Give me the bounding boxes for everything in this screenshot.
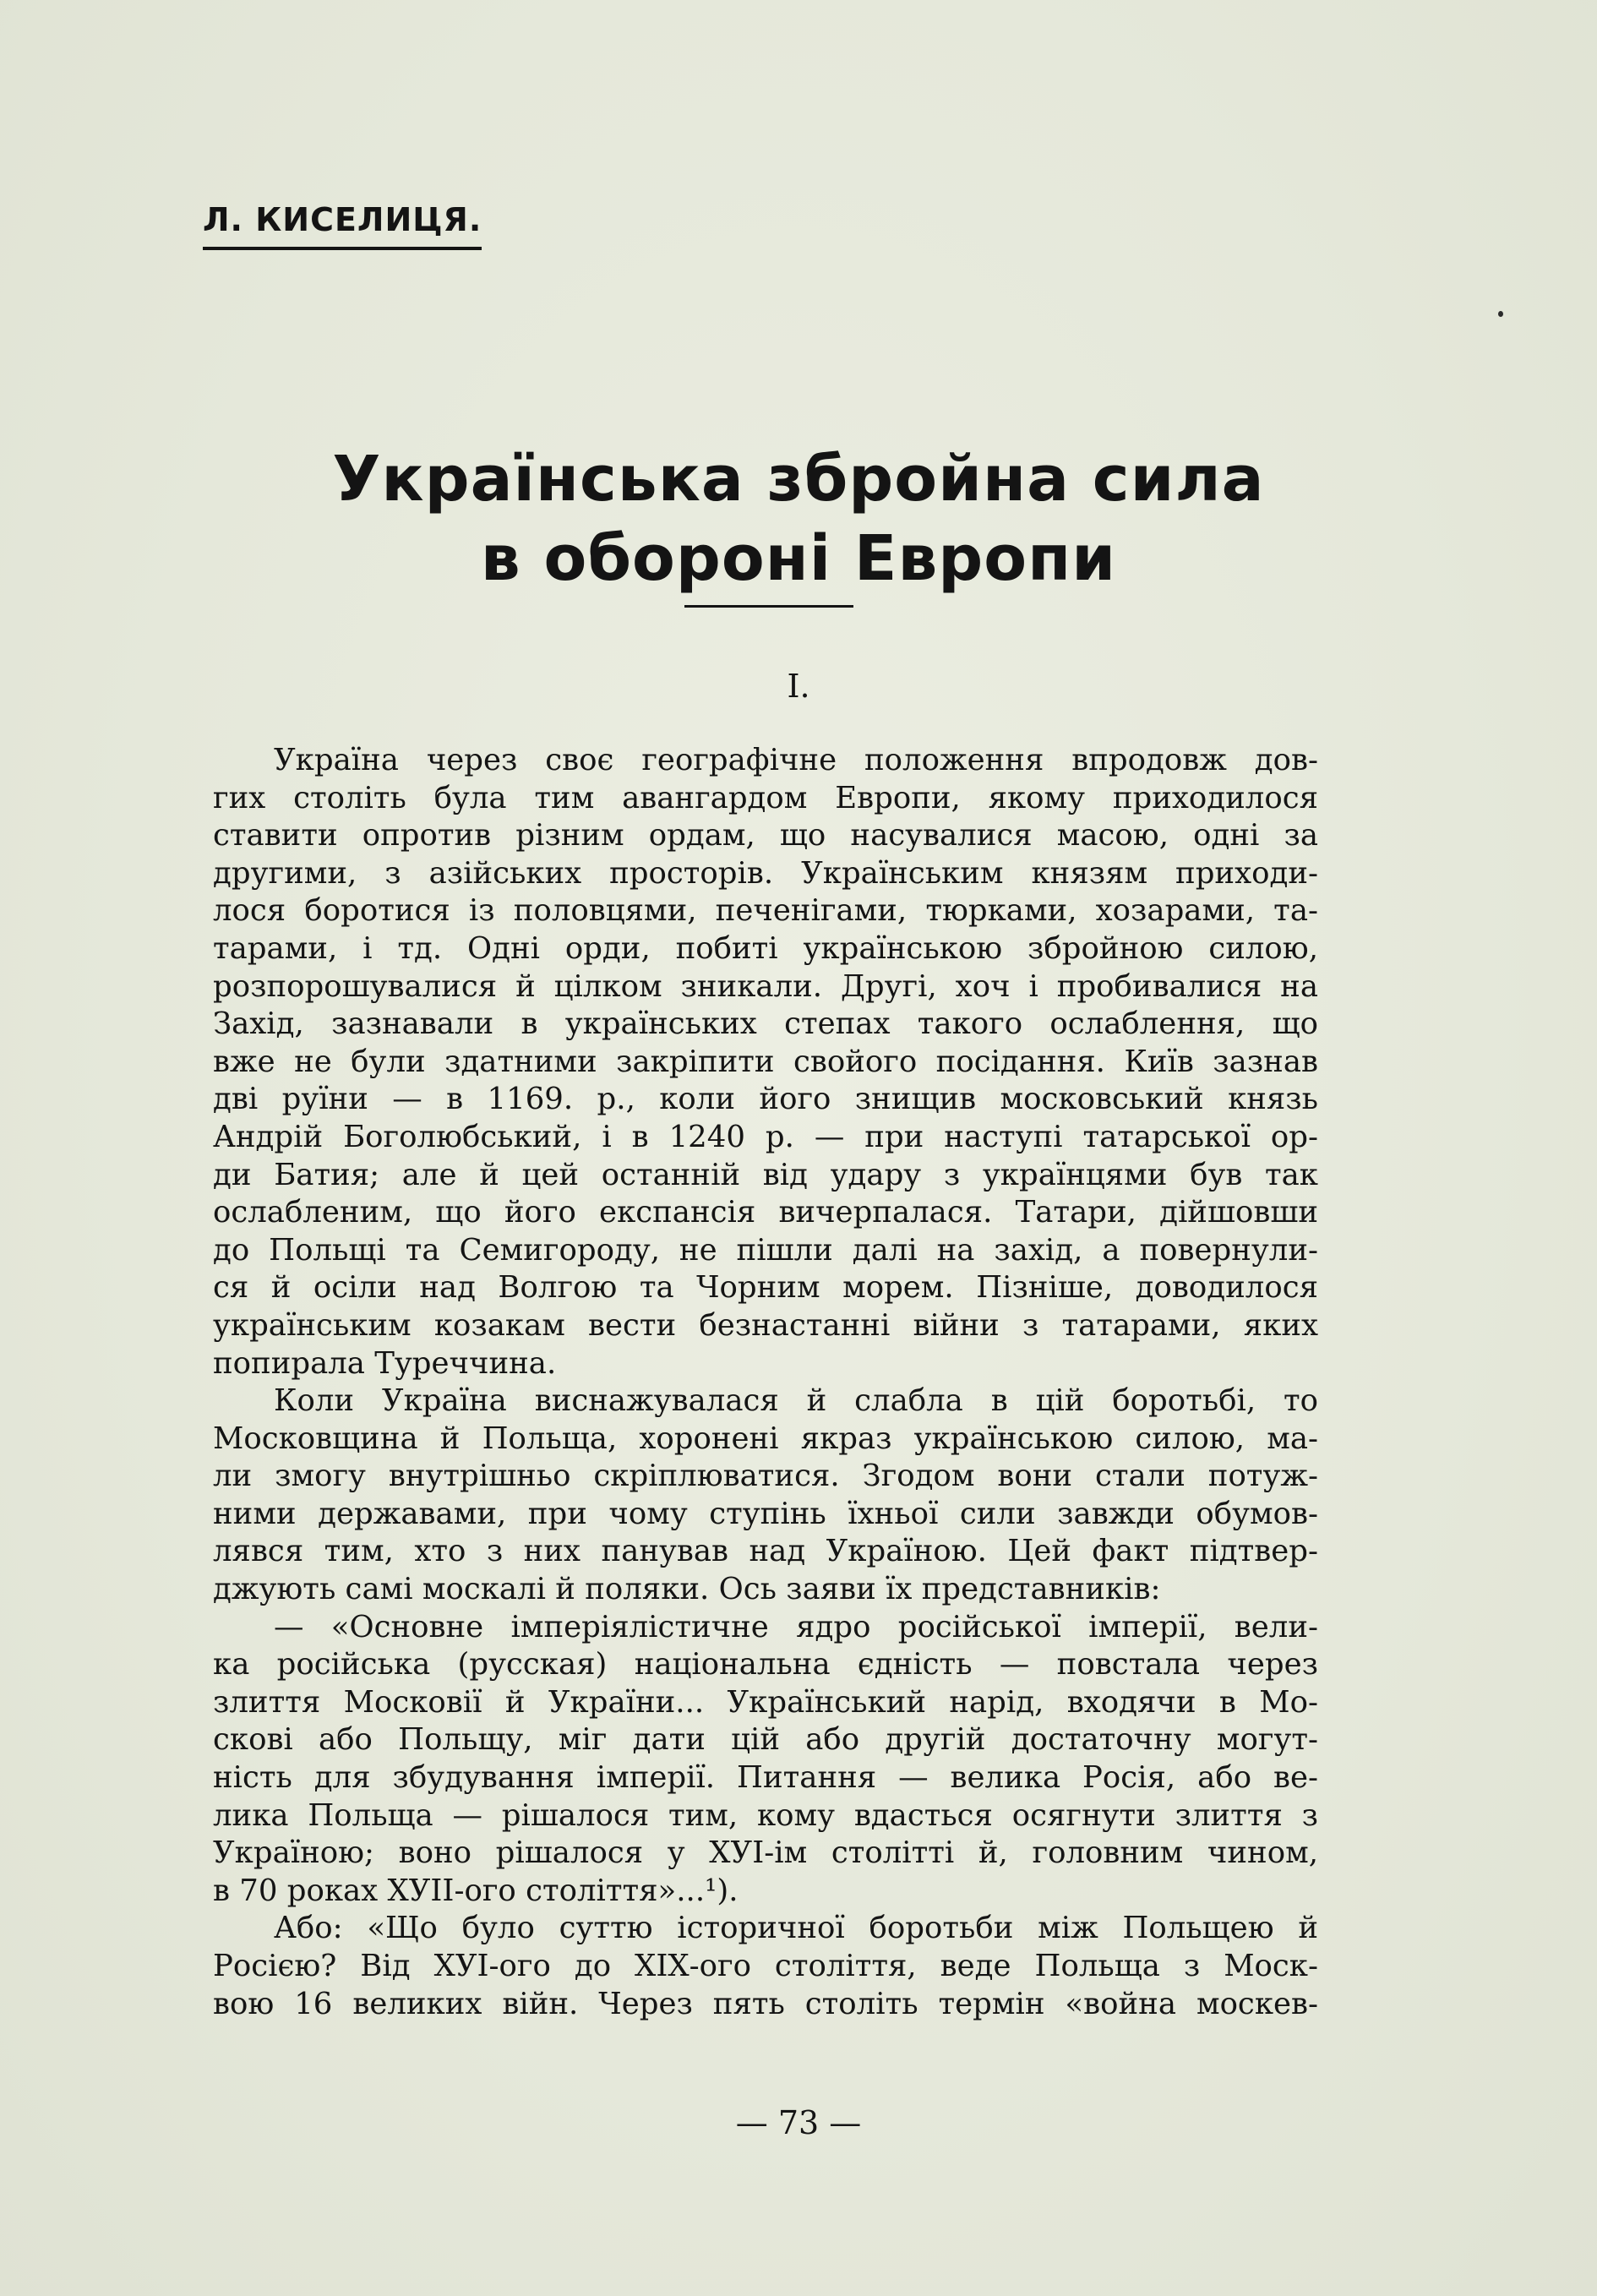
body-line: Коли Україна виснажувалася й слабла в цій боротьбі, то bbox=[274, 1383, 1318, 1419]
body-line: ними державами, при чому ступінь їхньої сили завжди обумов- bbox=[213, 1496, 1318, 1531]
body-line: ослабленим, що його експансія вичерпалася. Татари, дійшовши bbox=[213, 1195, 1318, 1230]
body-line: ли змогу внутрішньо скріплюватися. Згодом вони стали потуж- bbox=[213, 1459, 1318, 1494]
body-line: Московщина й Польща, хоронені якраз українською силою, ма- bbox=[213, 1421, 1318, 1456]
body-line: скові або Польщу, міг дати цій або другій достаточну могут- bbox=[213, 1722, 1318, 1758]
body-line: ставити опротив різним ордам, що насувалися масою, одні за bbox=[213, 818, 1318, 854]
body-line: в 70 роках ХУІІ-ого століття»...¹). bbox=[213, 1873, 739, 1908]
body-line: ка російська (русская) національна єдність — повстала через bbox=[213, 1647, 1318, 1682]
body-line: ся й осіли над Волгою та Чорним морем. Пізніше, доводилося bbox=[213, 1270, 1318, 1306]
body-line: — «Основне імперіялістичне ядро російської імперії, вели- bbox=[274, 1609, 1318, 1644]
body-line: розпорошувалися й цілком зникали. Другі, хоч і пробивалися на bbox=[213, 968, 1318, 1004]
body-line: джують самі москалі й поляки. Ось заяви їх представників: bbox=[213, 1572, 1161, 1607]
title-underline bbox=[684, 605, 853, 608]
article-body bbox=[213, 742, 1318, 2023]
body-line: Росією? Від ХУІ-ого до ХІХ-ого століття, веде Польща з Моск- bbox=[213, 1949, 1318, 1983]
body-line: тарами, і тд. Одні орди, побиті українською збройною силою, bbox=[213, 930, 1318, 966]
section-number: I. bbox=[787, 668, 810, 705]
body-line: лявся тим, хто з них панував над Україною. Цей факт підтвер- bbox=[213, 1534, 1318, 1569]
body-line: ди Батия; але й цей останній від удару з українцями був так bbox=[213, 1157, 1318, 1192]
body-line: Захід, зазнавали в українських степах такого ослаблення, що bbox=[213, 1006, 1318, 1042]
article-title bbox=[0, 439, 1597, 598]
article-title-line-1: Українська збройна сила bbox=[332, 443, 1265, 515]
page-number: — 73 — bbox=[735, 2104, 862, 2141]
body-line: вою 16 великих війн. Через пять століть термін «война москев- bbox=[213, 1986, 1318, 2021]
body-line: українським козакам вести безнастанні війни з татарами, яких bbox=[213, 1307, 1318, 1343]
body-line: дві руїни — в 1169. р., коли його знищив московський князь bbox=[213, 1082, 1318, 1117]
body-line: Або: «Що було суттю історичної боротьби між Польщею й bbox=[274, 1911, 1318, 1946]
body-line: вже не були здатними закріпити свойого посідання. Київ зазнав bbox=[213, 1044, 1318, 1079]
author-name: Л. КИСЕЛИЦЯ. bbox=[203, 201, 482, 250]
body-line: лика Польща — рішалося тим, кому вдасться осягнути злиття з bbox=[213, 1797, 1318, 1833]
body-line: Україною; воно рішалося у ХУІ-ім столітті й, головним чином, bbox=[213, 1835, 1318, 1871]
body-line: Україна через своє географічне положення впродовж дов- bbox=[274, 743, 1318, 777]
body-line: злиття Московії й України... Український нарід, входячи в Мо- bbox=[213, 1684, 1318, 1720]
body-line: другими, з азійських просторів. Українським князям приходи- bbox=[213, 855, 1318, 891]
body-line: до Польщі та Семигороду, не пішли далі на захід, а повернули- bbox=[213, 1232, 1318, 1268]
body-line: гих століть була тим авангардом Европи, якому приходилося bbox=[213, 780, 1318, 815]
article-title-line-2: в обороні Европи bbox=[480, 522, 1117, 595]
body-line: лося боротися із половцями, печенігами, тюрками, хозарами, та- bbox=[213, 893, 1318, 929]
ink-speck bbox=[1498, 311, 1503, 317]
body-line: попирала Туреччина. bbox=[213, 1345, 557, 1381]
body-line: Андрій Боголюбський, і в 1240 р. — при наступі татарської ор- bbox=[213, 1119, 1318, 1154]
body-line: ність для збудування імперії. Питання — велика Росія, або ве- bbox=[213, 1760, 1318, 1796]
